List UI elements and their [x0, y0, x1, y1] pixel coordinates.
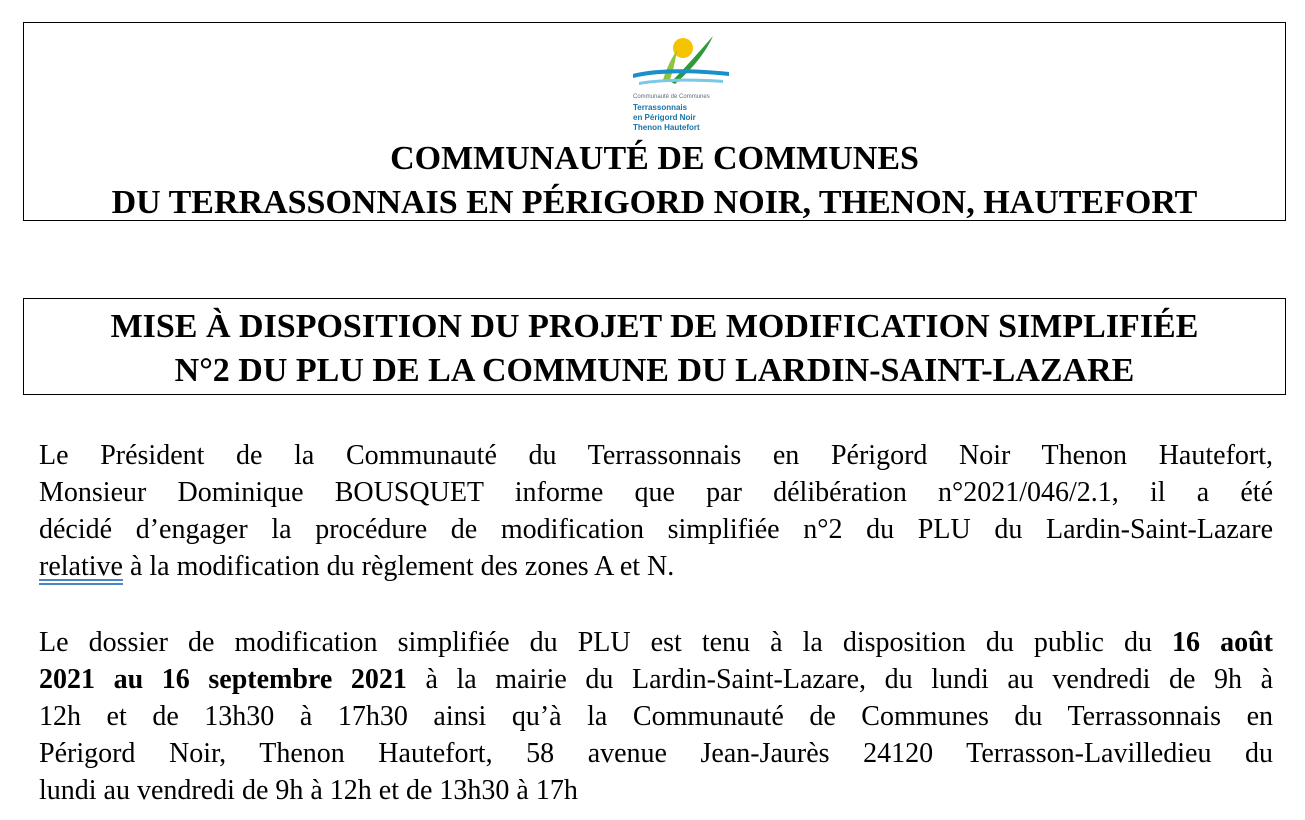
community-logo — [609, 28, 729, 136]
paragraph1-line-4-rest: à la modification du règlement des zones A et N. — [122, 551, 675, 582]
paragraph2-line-2-text: à la mairie du Lardin-Saint-Lazare, du lundi au vendredi de 9h à — [406, 664, 1274, 695]
paragraph2-line-1-text: Le dossier de modification simplifiée du PLU est tenu à la disposition du public du — [39, 627, 1173, 658]
header-box — [23, 22, 1286, 221]
organization-title — [24, 137, 1285, 225]
paragraph1-line-2: Monsieur Dominique BOUSQUET informe que par délibération n°2021/046/2.1, il a été — [39, 477, 1273, 508]
paragraph-announcement — [39, 437, 1273, 585]
paragraph2-line-4: Périgord Noir, Thenon Hautefort, 58 avenue Jean-Jaurès 24120 Terrasson-Lavilledieu du — [39, 738, 1273, 769]
paragraph1-line-4 — [39, 548, 1273, 585]
paragraph2-line-5: lundi au vendredi de 9h à 12h et de 13h30 à 17h — [39, 775, 578, 806]
organization-title-line-2: DU TERRASSONNAIS EN PÉRIGORD NOIR, THENON, HAUTEFORT — [111, 184, 1198, 221]
paragraph2-line-1 — [39, 624, 1273, 661]
project-title-line-2: N°2 DU PLU DE LA COMMUNE DU LARDIN-SAINT-LAZARE — [174, 352, 1135, 389]
paragraph2-line-2 — [39, 661, 1273, 698]
paragraph2-line-3: 12h et de 13h30 à 17h30 ainsi qu’à la Communauté de Communes du Terrassonnais en — [39, 701, 1273, 732]
underlined-word: relative — [39, 551, 123, 582]
project-title-line-1: MISE À DISPOSITION DU PROJET DE MODIFICATION SIMPLIFIÉE — [110, 308, 1199, 345]
date-range: 2021 au 16 septembre 2021 — [39, 664, 407, 695]
logo-line-1: Terrassonnais — [633, 103, 688, 112]
project-title-box — [23, 298, 1286, 395]
paragraph1-line-3: décidé d’engager la procédure de modification simplifiée n°2 du PLU du Lardin-Saint-Lazare — [39, 514, 1273, 545]
logo-emblem-icon — [633, 28, 729, 92]
paragraph-dossier — [39, 624, 1273, 809]
organization-title-line-1: COMMUNAUTÉ DE COMMUNES — [390, 140, 919, 177]
logo-line-2: en Périgord Noir — [633, 113, 696, 122]
start-date: 16 août — [1172, 627, 1273, 658]
logo-small-text: Communauté de Communes — [633, 94, 710, 100]
paragraph1-line-1: Le Président de la Communauté du Terrassonnais en Périgord Noir Thenon Hautefort, — [39, 440, 1273, 471]
logo-line-3: Thenon Hautefort — [633, 123, 700, 132]
